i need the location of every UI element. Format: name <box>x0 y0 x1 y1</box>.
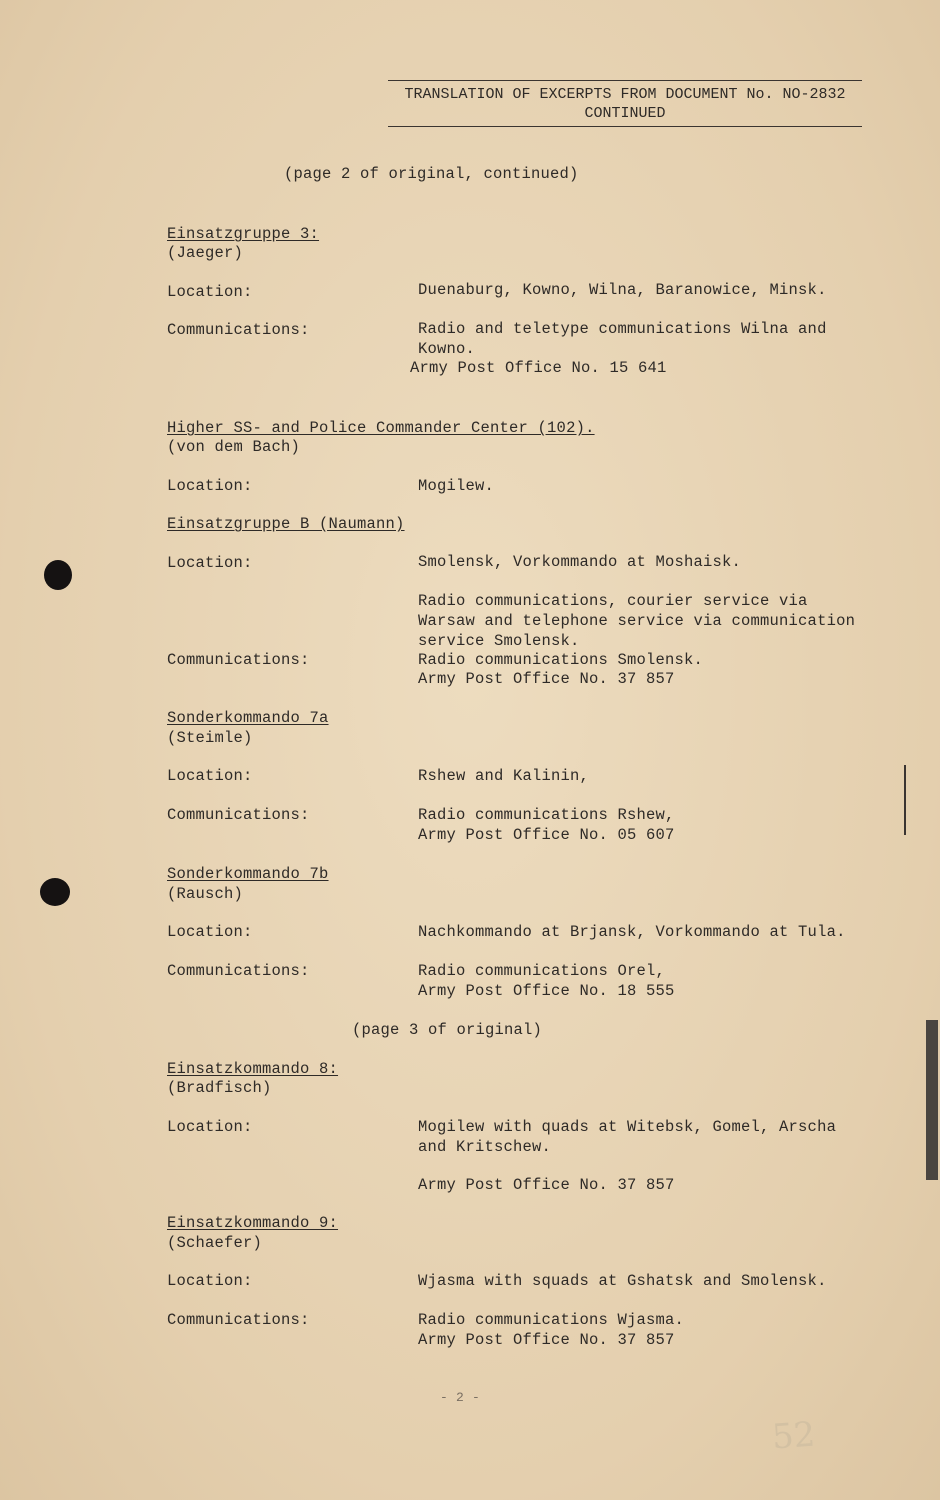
location-value: Wjasma with squads at Gshatsk and Smolensk. <box>418 1272 827 1290</box>
document-header <box>388 80 862 127</box>
location-value: Duenaburg, Kowno, Wilna, Baranowice, Minsk. <box>418 281 827 299</box>
location-label: Location: <box>167 1118 253 1136</box>
page-note-page-3: (page 3 of original) <box>352 1021 543 1039</box>
communications-line: Army Post Office No. 15 641 <box>410 359 667 377</box>
header-subtitle: CONTINUED <box>584 105 666 122</box>
page-note-continued: (page 2 of original, continued) <box>284 165 579 183</box>
communications-line: Warsaw and telephone service via communication <box>418 612 856 630</box>
communications-line: Radio communications Rshew, <box>418 806 675 824</box>
section-heading-einsatzgruppe-3: Einsatzgruppe 3: <box>167 225 320 243</box>
header-top-rule <box>388 80 862 81</box>
communications-label: Communications: <box>167 321 310 339</box>
section-commander: (Steimle) <box>167 729 253 747</box>
section-heading-sonderkommando-7a: Sonderkommando 7a <box>167 709 329 727</box>
section-commander: (Jaeger) <box>167 244 244 262</box>
section-heading-einsatzkommando-8: Einsatzkommando 8: <box>167 1060 339 1078</box>
location-label: Location: <box>167 283 253 301</box>
location-label: Location: <box>167 1272 253 1290</box>
punch-hole <box>40 878 70 906</box>
communications-label: Communications: <box>167 1311 310 1329</box>
location-label: Location: <box>167 923 253 941</box>
communications-line: Army Post Office No. 18 555 <box>418 982 675 1000</box>
communications-line: Army Post Office No. 05 607 <box>418 826 675 844</box>
edge-mark <box>904 765 906 835</box>
page-number: - 2 - <box>440 1390 481 1405</box>
communications-line: Kowno. <box>418 340 476 358</box>
post-office: Army Post Office No. 37 857 <box>418 1176 675 1194</box>
location-label: Location: <box>167 477 253 495</box>
section-heading-sonderkommando-7b: Sonderkommando 7b <box>167 865 329 883</box>
communications-line: Radio communications Orel, <box>418 962 666 980</box>
punch-hole <box>44 560 72 590</box>
location-line: Mogilew with quads at Witebsk, Gomel, Arscha <box>418 1118 837 1136</box>
communications-line: Radio communications Smolensk. <box>418 651 704 669</box>
communications-line: Radio communications, courier service via <box>418 592 808 610</box>
communications-label: Communications: <box>167 962 310 980</box>
communications-label: Communications: <box>167 806 310 824</box>
edge-shadow <box>926 1020 938 1180</box>
communications-line: Radio and teletype communications Wilna and <box>418 320 827 338</box>
section-commander: (Schaefer) <box>167 1234 263 1252</box>
location-value: Mogilew. <box>418 477 495 495</box>
section-heading-einsatzgruppe-b: Einsatzgruppe B (Naumann) <box>167 515 405 533</box>
communications-line: Army Post Office No. 37 857 <box>418 670 675 688</box>
section-commander: (von dem Bach) <box>167 438 301 456</box>
header-bottom-rule <box>388 126 862 127</box>
communications-label: Communications: <box>167 651 310 669</box>
section-heading-einsatzkommando-9: Einsatzkommando 9: <box>167 1214 339 1232</box>
location-label: Location: <box>167 767 253 785</box>
location-value: Nachkommando at Brjansk, Vorkommando at Tula. <box>418 923 846 941</box>
margin-mark: 52 <box>770 1414 817 1458</box>
location-value: Smolensk, Vorkommando at Moshaisk. <box>418 553 742 571</box>
section-commander: (Rausch) <box>167 885 244 903</box>
communications-line: Army Post Office No. 37 857 <box>418 1331 675 1349</box>
location-line: and Kritschew. <box>418 1138 552 1156</box>
location-value: Rshew and Kalinin, <box>418 767 590 785</box>
section-commander: (Bradfisch) <box>167 1079 272 1097</box>
communications-line: service Smolensk. <box>418 632 580 650</box>
header-title: TRANSLATION OF EXCERPTS FROM DOCUMENT No. NO-2832 <box>404 86 846 103</box>
location-label: Location: <box>167 554 253 572</box>
communications-line: Radio communications Wjasma. <box>418 1311 685 1329</box>
section-heading-higher-ss: Higher SS- and Police Commander Center (102). <box>167 419 595 437</box>
